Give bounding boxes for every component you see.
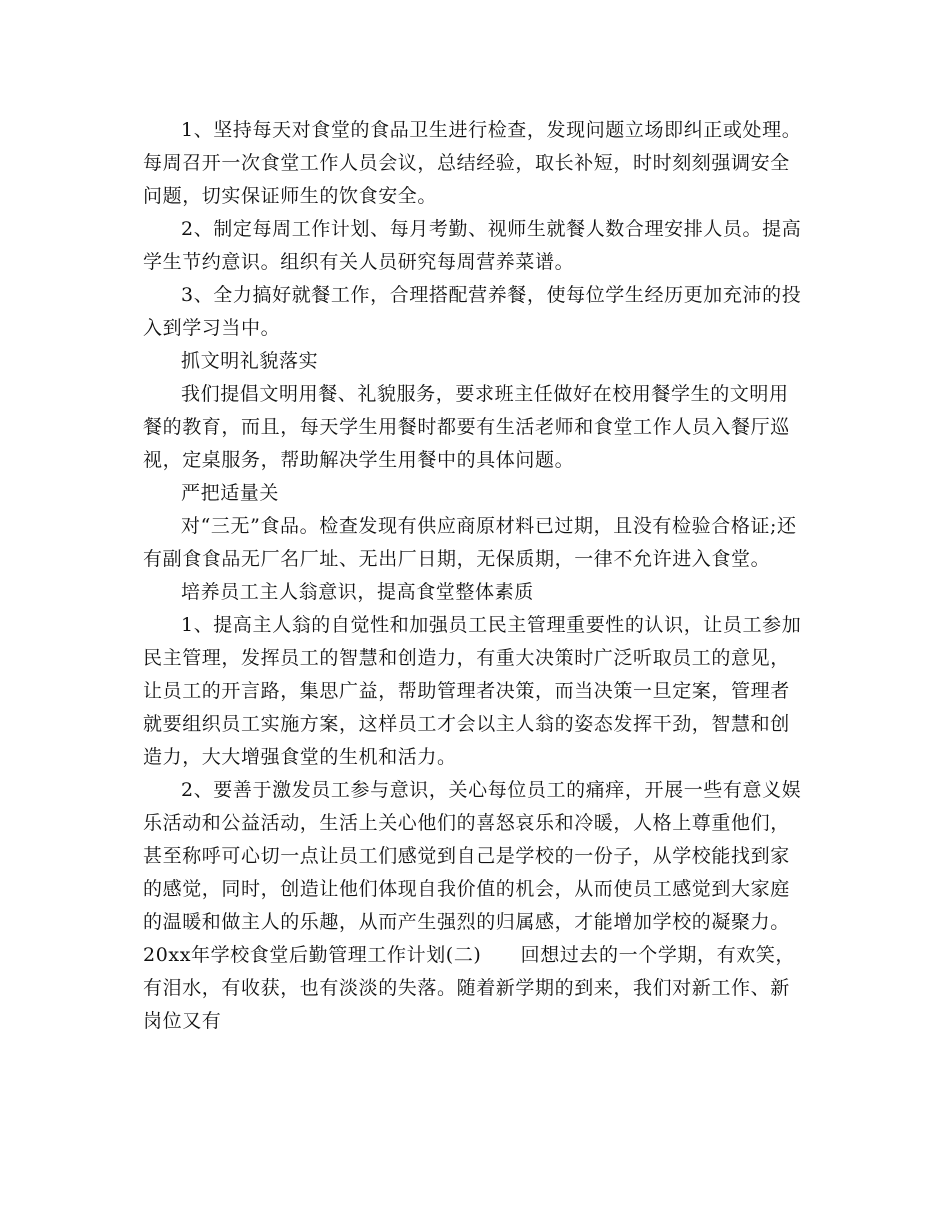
paragraph-weekly-plan: 2、制定每周工作计划、每月考勤、视师生就餐人数合理安排人员。提高学生节约意识。组织有关人员研究每周营养菜谱。	[143, 218, 802, 273]
paragraph-staff-participation: 2、要善于激发员工参与意识，关心每位员工的痛痒，开展一些有意义娱乐活动和公益活动，生活上关心他们的喜怒哀乐和冷暖，人格上尊重他们，甚至称呼可心切一点让员工们感觉到自己是学校的一份子，从学校能找到家的感觉，同时，创造让他们体现自我价值的机会，从而使员工感觉到大家庭的温暖和做主人的乐趣，从而产生强烈的归属感，才能增加学校的凝聚力。	[143, 779, 802, 933]
heading-strict-control: 严把适量关	[181, 482, 280, 504]
document-body	[143, 114, 808, 1038]
paragraph-food-hygiene: 1、坚持每天对食堂的食品卫生进行检查，发现问题立场即纠正或处理。每周召开一次食堂工作人员会议，总结经验，取长补短，时时刻刻强调安全问题，切实保证师生的饮食安全。	[143, 119, 802, 207]
paragraph-three-no-foods: 对“三无”食品。检查发现有供应商原材料已过期，且没有检验合格证;还有副食食品无厂名厂址、无出厂日期，无保质期，一律不允许进入食堂。	[143, 515, 797, 570]
paragraph-meal-work: 3、全力搞好就餐工作，合理搭配营养餐，使每位学生经历更加充沛的投入到学习当中。	[143, 284, 802, 339]
heading-staff-ownership: 培养员工主人翁意识，提高食堂整体素质	[181, 581, 534, 603]
paragraph-democratic-management: 1、提高主人翁的自觉性和加强员工民主管理重要性的认识，让员工参加民主管理，发挥员工的智慧和创造力，有重大决策时广泛听取员工的意见，让员工的开言路，集思广益，帮助管理者决策，而当决策一旦定案，管理者就要组织员工实施方案，这样员工才会以主人翁的姿态发挥干劲，智慧和创造力，大大增强食堂的生机和活力。	[143, 614, 802, 768]
paragraph-plan-two-intro: 20xx年学校食堂后勤管理工作计划(二) 回想过去的一个学期，有欢笑，有泪水，有收获，也有淡淡的失落。随着新学期的到来，我们对新工作、新岗位又有	[143, 944, 796, 1032]
heading-civility: 抓文明礼貌落实	[181, 350, 319, 372]
paragraph-civil-dining: 我们提倡文明用餐、礼貌服务，要求班主任做好在校用餐学生的文明用餐的教育，而且，每天学生用餐时都要有生活老师和食堂工作人员入餐厅巡视，定桌服务，帮助解决学生用餐中的具体问题。	[143, 383, 790, 471]
